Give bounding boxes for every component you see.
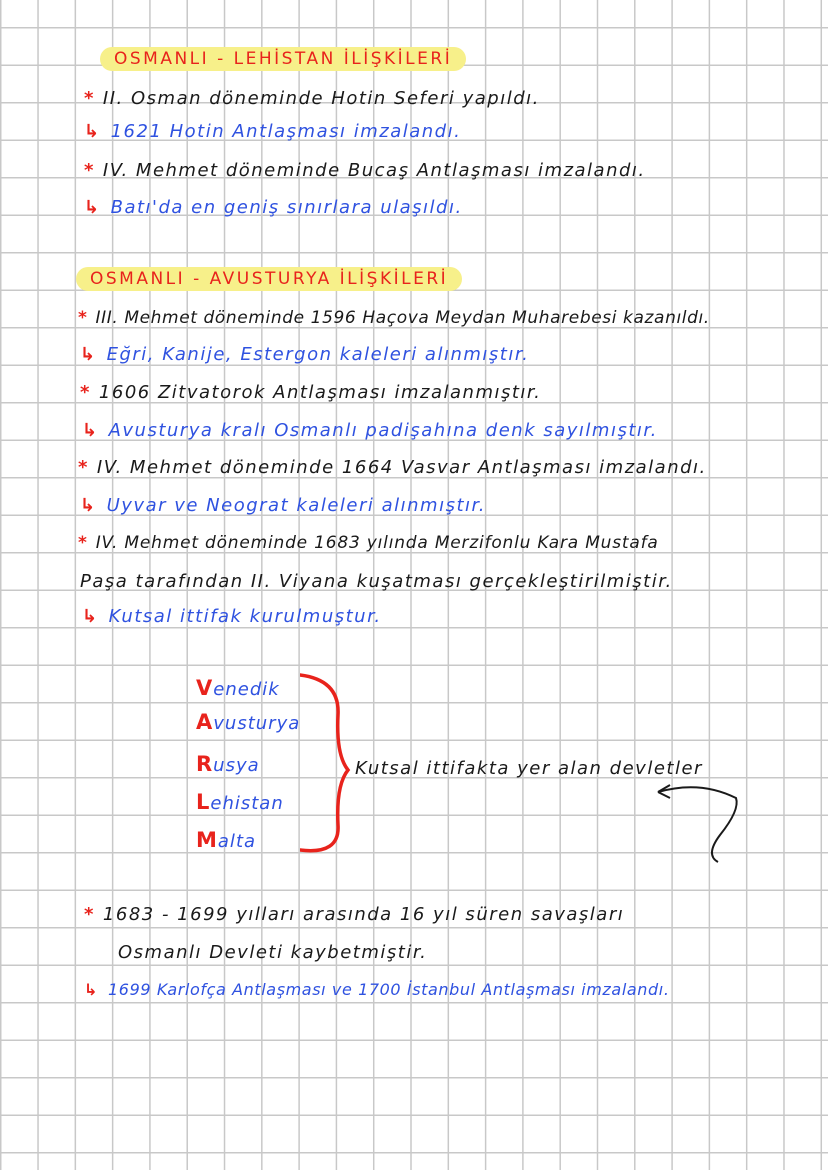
note-line: * 1606 Zitvatorok Antlaşması imzalanmıştır. [80, 382, 542, 403]
asterisk-icon: * [80, 382, 91, 403]
note-line: * 1683 - 1699 yılları arasında 16 yıl süren savaşları [84, 904, 625, 925]
state-venedik: Venedik [196, 676, 280, 700]
arrow-icon: ↳ [84, 980, 99, 999]
arrow-icon: ↳ [80, 495, 97, 516]
note-line: Osmanlı Devleti kaybetmiştir. [118, 942, 428, 963]
asterisk-icon: * [78, 457, 89, 478]
arrow-icon: ↳ [84, 197, 101, 218]
arrow-icon: ↳ [82, 606, 99, 627]
note-line: ↳ Avusturya kralı Osmanlı padişahına denk sayılmıştır. [82, 420, 658, 441]
holy-league-label: Kutsal ittifakta yer alan devletler [355, 758, 703, 779]
note-line: * IV. Mehmet döneminde 1664 Vasvar Antlaşması imzalandı. [78, 457, 707, 478]
note-line: ↳ Uyvar ve Neograt kaleleri alınmıştır. [80, 495, 486, 516]
arrow-icon: ↳ [84, 121, 101, 142]
note-line: * III. Mehmet döneminde 1596 Haçova Meydan Muharebesi kazanıldı. [78, 308, 710, 328]
asterisk-icon: * [78, 533, 88, 553]
note-line: ↳ Batı'da en geniş sınırlara ulaşıldı. [84, 197, 463, 218]
note-line: ↳ Eğri, Kanije, Estergon kaleleri alınmıştır. [80, 344, 530, 365]
note-line: Paşa tarafından II. Viyana kuşatması gerçekleştirilmiştir. [80, 571, 673, 592]
section1-heading: OSMANLI - LEHİSTAN İLİŞKİLERİ [100, 48, 466, 69]
note-line: ↳ Kutsal ittifak kurulmuştur. [82, 606, 382, 627]
section2-heading: OSMANLI - AVUSTURYA İLİŞKİLERİ [76, 268, 462, 289]
note-line: * IV. Mehmet döneminde Bucaş Antlaşması imzalandı. [84, 160, 646, 181]
state-malta: Malta [196, 828, 257, 852]
state-avusturya: Avusturya [196, 710, 301, 734]
arrow-icon: ↳ [80, 344, 97, 365]
asterisk-icon: * [84, 88, 95, 109]
note-line: ↳ 1621 Hotin Antlaşması imzalandı. [84, 121, 462, 142]
note-line: * IV. Mehmet döneminde 1683 yılında Merzifonlu Kara Mustafa [78, 533, 659, 553]
state-lehistan: Lehistan [196, 790, 284, 814]
note-line: ↳ 1699 Karlofça Antlaşması ve 1700 İstanbul Antlaşması imzalandı. [84, 980, 670, 999]
asterisk-icon: * [84, 160, 95, 181]
asterisk-icon: * [84, 904, 95, 925]
asterisk-icon: * [78, 308, 88, 328]
note-line: * II. Osman döneminde Hotin Seferi yapıldı. [84, 88, 540, 109]
arrow-icon: ↳ [82, 420, 99, 441]
state-rusya: Rusya [196, 752, 260, 776]
